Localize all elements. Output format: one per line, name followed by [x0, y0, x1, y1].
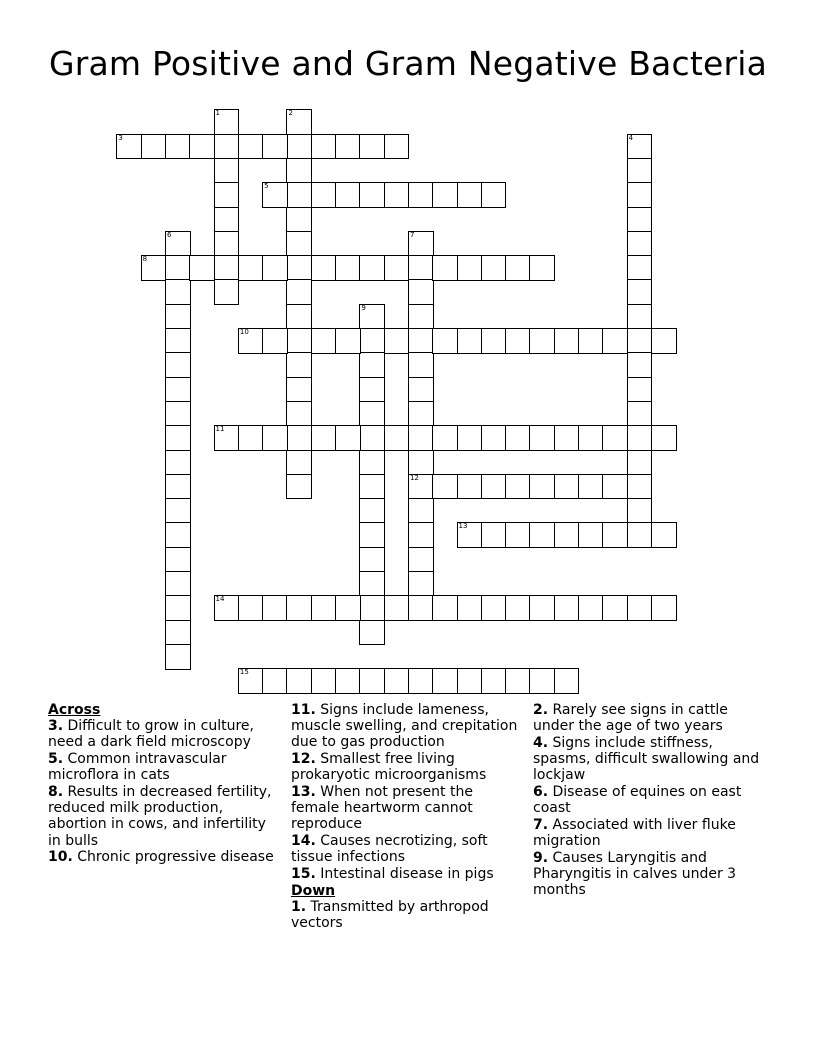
clue-item [533, 817, 765, 849]
clue-item [533, 784, 765, 816]
grid-cell[interactable] [335, 182, 361, 208]
across-heading: Across [48, 702, 101, 718]
grid-cell[interactable] [602, 522, 628, 548]
grid-cell[interactable] [457, 182, 483, 208]
grid-cell[interactable] [359, 474, 385, 500]
clue-item-number: 9. [533, 849, 549, 866]
grid-cell[interactable] [554, 328, 580, 354]
clue-item-number: 10. [48, 849, 73, 866]
grid-cell[interactable] [602, 595, 628, 621]
clue-number: 12 [409, 473, 419, 482]
clue-number: 4 [628, 133, 634, 142]
grid-cell[interactable] [578, 595, 604, 621]
grid-cell[interactable] [359, 304, 385, 330]
grid-cell[interactable] [165, 620, 191, 646]
grid-cell[interactable] [554, 668, 580, 694]
clue-item [291, 751, 523, 783]
grid-cell[interactable] [481, 595, 507, 621]
grid-cell[interactable] [432, 182, 458, 208]
grid-cell[interactable] [359, 401, 385, 427]
grid-cell[interactable] [457, 668, 483, 694]
grid-cell[interactable] [165, 522, 191, 548]
clue-item-number: 4. [533, 734, 549, 751]
grid-cell[interactable] [408, 377, 434, 403]
grid-cell[interactable] [529, 522, 555, 548]
grid-cell[interactable] [116, 134, 142, 160]
grid-cell[interactable] [529, 255, 555, 281]
grid-cell[interactable] [408, 522, 434, 548]
grid-cell[interactable] [627, 158, 653, 184]
grid-cell[interactable] [286, 328, 312, 354]
grid-cell[interactable] [286, 450, 312, 476]
clue-item [291, 702, 523, 751]
grid-cell[interactable] [384, 425, 410, 451]
grid-cell[interactable] [651, 522, 677, 548]
grid-cell[interactable] [481, 255, 507, 281]
clue-item-text: Chronic progressive disease [77, 849, 274, 866]
grid-cell[interactable] [481, 425, 507, 451]
clue-number: 3 [118, 133, 123, 142]
grid-cell[interactable] [262, 668, 288, 694]
clue-item-text: Causes Laryngitis and Pharyngitis in calves under 3 months [533, 849, 737, 899]
grid-cell[interactable] [505, 474, 531, 500]
clue-number: 2 [288, 109, 293, 118]
grid-cell[interactable] [627, 522, 653, 548]
down-heading: Down [291, 882, 336, 899]
grid-cell[interactable] [627, 450, 653, 476]
grid-cell[interactable] [165, 644, 191, 670]
grid-cell[interactable] [165, 401, 191, 427]
grid-cell[interactable] [214, 231, 240, 257]
grid-cell[interactable] [165, 450, 191, 476]
grid-cell[interactable] [432, 474, 458, 500]
clue-item-text: Intestinal disease in pigs [320, 866, 494, 883]
clue-item [48, 849, 280, 865]
grid-cell[interactable] [262, 134, 288, 160]
grid-cell[interactable] [408, 547, 434, 573]
grid-cell[interactable] [214, 109, 240, 135]
grid-cell[interactable] [311, 425, 337, 451]
grid-cell[interactable] [505, 522, 531, 548]
grid-cell[interactable] [408, 474, 434, 500]
grid-cell[interactable] [602, 328, 628, 354]
grid-cell[interactable] [408, 498, 434, 524]
grid-cell[interactable] [238, 134, 264, 160]
grid-cell[interactable] [408, 571, 434, 597]
grid-cell[interactable] [286, 377, 312, 403]
grid-cell[interactable] [384, 328, 410, 354]
grid-cell[interactable] [262, 328, 288, 354]
grid-cell[interactable] [238, 425, 264, 451]
grid-cell[interactable] [311, 328, 337, 354]
grid-cell[interactable] [408, 304, 434, 330]
grid-cell[interactable] [238, 595, 264, 621]
grid-cell[interactable] [627, 134, 653, 160]
grid-cell[interactable] [335, 668, 361, 694]
clue-item-text: Associated with liver fluke migration [533, 816, 736, 850]
grid-cell[interactable] [627, 595, 653, 621]
grid-cell[interactable] [286, 134, 312, 160]
clue-item-text: Rarely see signs in cattle under the age of two years [533, 702, 728, 735]
grid-cell[interactable] [408, 401, 434, 427]
clue-item-number: 1. [291, 898, 307, 915]
grid-cell[interactable] [408, 450, 434, 476]
grid-cell[interactable] [651, 595, 677, 621]
grid-cell[interactable] [457, 595, 483, 621]
clue-item-text: Transmitted by arthropod vectors [291, 898, 489, 932]
grid-cell[interactable] [481, 182, 507, 208]
grid-cell[interactable] [311, 668, 337, 694]
grid-cell[interactable] [359, 668, 385, 694]
grid-cell[interactable] [578, 328, 604, 354]
clue-number: 14 [215, 595, 225, 604]
grid-cell[interactable] [529, 328, 555, 354]
grid-cell[interactable] [286, 474, 312, 500]
grid-cell[interactable] [359, 425, 385, 451]
grid-cell[interactable] [165, 425, 191, 451]
grid-cell[interactable] [627, 352, 653, 378]
grid-cell[interactable] [165, 377, 191, 403]
grid-cell[interactable] [505, 328, 531, 354]
grid-cell[interactable] [384, 182, 410, 208]
grid-cell[interactable] [359, 352, 385, 378]
grid-cell[interactable] [457, 474, 483, 500]
grid-cell[interactable] [578, 425, 604, 451]
grid-cell[interactable] [432, 425, 458, 451]
grid-cell[interactable] [384, 255, 410, 281]
grid-cell[interactable] [286, 352, 312, 378]
grid-cell[interactable] [408, 668, 434, 694]
grid-cell[interactable] [335, 595, 361, 621]
grid-cell[interactable] [408, 352, 434, 378]
clue-item [291, 784, 523, 833]
grid-cell[interactable] [627, 377, 653, 403]
grid-cell[interactable] [529, 425, 555, 451]
grid-cell[interactable] [214, 279, 240, 305]
grid-cell[interactable] [408, 279, 434, 305]
clue-number: 6 [166, 230, 172, 239]
grid-cell[interactable] [165, 134, 191, 160]
grid-cell[interactable] [384, 668, 410, 694]
clue-number: 7 [409, 230, 415, 239]
clue-item [533, 850, 765, 899]
clue-column-2 [291, 702, 523, 932]
grid-cell[interactable] [286, 158, 312, 184]
grid-cell[interactable] [262, 255, 288, 281]
grid-cell[interactable] [408, 231, 434, 257]
clue-item-text: When not present the female heartworm cannot reproduce [291, 784, 473, 833]
grid-cell[interactable] [359, 328, 385, 354]
grid-cell[interactable] [432, 255, 458, 281]
grid-cell[interactable] [359, 450, 385, 476]
grid-cell[interactable] [481, 668, 507, 694]
grid-cell[interactable] [214, 207, 240, 233]
grid-cell[interactable] [165, 352, 191, 378]
clue-item-number: 14. [291, 833, 316, 850]
grid-cell[interactable] [505, 595, 531, 621]
grid-cell[interactable] [554, 474, 580, 500]
grid-cell[interactable] [214, 255, 240, 281]
grid-cell[interactable] [141, 134, 167, 160]
grid-cell[interactable] [457, 328, 483, 354]
grid-cell[interactable] [359, 620, 385, 646]
grid-cell[interactable] [457, 255, 483, 281]
clue-number: 5 [264, 182, 269, 191]
grid-cell[interactable] [627, 474, 653, 500]
grid-cell[interactable] [554, 425, 580, 451]
grid-cell[interactable] [432, 668, 458, 694]
grid-cell[interactable] [262, 182, 288, 208]
clue-item-number: 7. [533, 816, 549, 833]
clue-item-text: Signs include stiffness, spasms, difficult swallowing and lockjaw [533, 734, 760, 784]
clue-item [48, 718, 280, 750]
clue-item-number: 15. [291, 866, 316, 883]
grid-cell[interactable] [529, 668, 555, 694]
clue-number: 1 [215, 109, 221, 118]
grid-cell[interactable] [627, 231, 653, 257]
grid-cell[interactable] [214, 182, 240, 208]
grid-cell[interactable] [627, 498, 653, 524]
clue-number: 10 [239, 328, 249, 337]
grid-cell[interactable] [359, 522, 385, 548]
grid-cell[interactable] [286, 255, 312, 281]
grid-cell[interactable] [554, 522, 580, 548]
clue-item-text: Signs include lameness, muscle swelling, and crepitation due to gas production [291, 702, 518, 751]
grid-cell[interactable] [165, 498, 191, 524]
grid-cell[interactable] [359, 547, 385, 573]
clue-item-number: 5. [48, 751, 64, 768]
grid-cell[interactable] [359, 255, 385, 281]
grid-cell[interactable] [262, 595, 288, 621]
grid-cell[interactable] [238, 668, 264, 694]
grid-cell[interactable] [408, 182, 434, 208]
clue-item-text: Disease of equines on east coast [533, 784, 742, 817]
clue-item-text: Common intravascular microflora in cats [48, 751, 227, 784]
grid-cell[interactable] [165, 328, 191, 354]
puzzle-title: Gram Positive and Gram Negative Bacteria [48, 44, 768, 83]
grid-cell[interactable] [359, 595, 385, 621]
clue-item-text: Causes necrotizing, soft tissue infections [291, 833, 488, 866]
grid-cell[interactable] [286, 279, 312, 305]
grid-cell[interactable] [384, 134, 410, 160]
grid-cell[interactable] [189, 134, 215, 160]
grid-cell[interactable] [286, 207, 312, 233]
grid-cell[interactable] [408, 328, 434, 354]
grid-cell[interactable] [578, 474, 604, 500]
grid-cell[interactable] [384, 595, 410, 621]
grid-cell[interactable] [627, 401, 653, 427]
grid-cell[interactable] [311, 182, 337, 208]
grid-cell[interactable] [602, 474, 628, 500]
grid-cell[interactable] [481, 328, 507, 354]
grid-cell[interactable] [335, 134, 361, 160]
grid-cell[interactable] [286, 182, 312, 208]
grid-cell[interactable] [627, 328, 653, 354]
grid-cell[interactable] [432, 328, 458, 354]
grid-cell[interactable] [262, 425, 288, 451]
grid-cell[interactable] [651, 425, 677, 451]
grid-cell[interactable] [189, 255, 215, 281]
clue-number: 8 [142, 255, 148, 264]
grid-cell[interactable] [359, 571, 385, 597]
grid-cell[interactable] [505, 255, 531, 281]
grid-cell[interactable] [554, 595, 580, 621]
clue-item-number: 3. [48, 718, 64, 735]
grid-cell[interactable] [165, 547, 191, 573]
grid-cell[interactable] [359, 377, 385, 403]
grid-cell[interactable] [408, 425, 434, 451]
grid-cell[interactable] [408, 255, 434, 281]
grid-cell[interactable] [432, 595, 458, 621]
clue-item [291, 866, 523, 882]
grid-cell[interactable] [359, 182, 385, 208]
grid-cell[interactable] [505, 668, 531, 694]
clue-item-number: 6. [533, 784, 549, 801]
grid-cell[interactable] [165, 231, 191, 257]
grid-cell[interactable] [457, 425, 483, 451]
grid-cell[interactable] [214, 425, 240, 451]
grid-cell[interactable] [141, 255, 167, 281]
grid-cell[interactable] [627, 182, 653, 208]
grid-cell[interactable] [529, 595, 555, 621]
grid-cell[interactable] [335, 425, 361, 451]
grid-cell[interactable] [165, 304, 191, 330]
grid-cell[interactable] [286, 425, 312, 451]
grid-cell[interactable] [165, 279, 191, 305]
clue-item-number: 11. [291, 702, 316, 718]
grid-cell[interactable] [286, 231, 312, 257]
clue-number: 9 [361, 303, 366, 312]
grid-cell[interactable] [165, 255, 191, 281]
clue-item-number: 12. [291, 751, 316, 768]
clue-item-text: Difficult to grow in culture, need a dark field microscopy [48, 718, 254, 751]
grid-cell[interactable] [238, 328, 264, 354]
grid-cell[interactable] [286, 668, 312, 694]
grid-cell[interactable] [214, 158, 240, 184]
grid-cell[interactable] [505, 425, 531, 451]
clue-item [533, 735, 765, 784]
grid-cell[interactable] [481, 474, 507, 500]
grid-cell[interactable] [627, 304, 653, 330]
grid-cell[interactable] [481, 522, 507, 548]
grid-cell[interactable] [627, 425, 653, 451]
clue-column-3 [533, 702, 765, 899]
clue-item [48, 751, 280, 783]
grid-cell[interactable] [335, 328, 361, 354]
grid-cell[interactable] [359, 498, 385, 524]
grid-cell[interactable] [602, 425, 628, 451]
grid-cell[interactable] [408, 595, 434, 621]
grid-cell[interactable] [286, 304, 312, 330]
grid-cell[interactable] [286, 595, 312, 621]
grid-cell[interactable] [529, 474, 555, 500]
grid-cell[interactable] [311, 255, 337, 281]
grid-cell[interactable] [311, 134, 337, 160]
clue-item-number: 13. [291, 784, 316, 801]
grid-cell[interactable] [238, 255, 264, 281]
grid-cell[interactable] [214, 134, 240, 160]
grid-cell[interactable] [457, 522, 483, 548]
clue-number: 13 [458, 522, 468, 531]
clue-number: 15 [239, 668, 249, 677]
grid-cell[interactable] [214, 595, 240, 621]
grid-cell[interactable] [286, 401, 312, 427]
grid-cell[interactable] [165, 571, 191, 597]
grid-cell[interactable] [627, 255, 653, 281]
clue-item-number: 8. [48, 784, 64, 801]
grid-cell[interactable] [651, 328, 677, 354]
grid-cell[interactable] [335, 255, 361, 281]
clue-item [291, 899, 523, 931]
clue-item [533, 702, 765, 734]
clue-item [48, 784, 280, 849]
clue-item-text: Smallest free living prokaryotic microorganisms [291, 751, 487, 784]
grid-cell[interactable] [165, 474, 191, 500]
clue-item-number: 2. [533, 702, 549, 718]
grid-cell[interactable] [286, 109, 312, 135]
grid-cell[interactable] [578, 522, 604, 548]
grid-cell[interactable] [627, 279, 653, 305]
clue-column-1 [48, 702, 280, 866]
clue-number: 11 [215, 425, 225, 434]
grid-cell[interactable] [311, 595, 337, 621]
grid-cell[interactable] [165, 595, 191, 621]
grid-cell[interactable] [627, 207, 653, 233]
clue-item-text: Results in decreased fertility, reduced milk production, abortion in cows, and infertility in bulls [48, 784, 272, 849]
grid-cell[interactable] [359, 134, 385, 160]
clue-item [291, 833, 523, 865]
